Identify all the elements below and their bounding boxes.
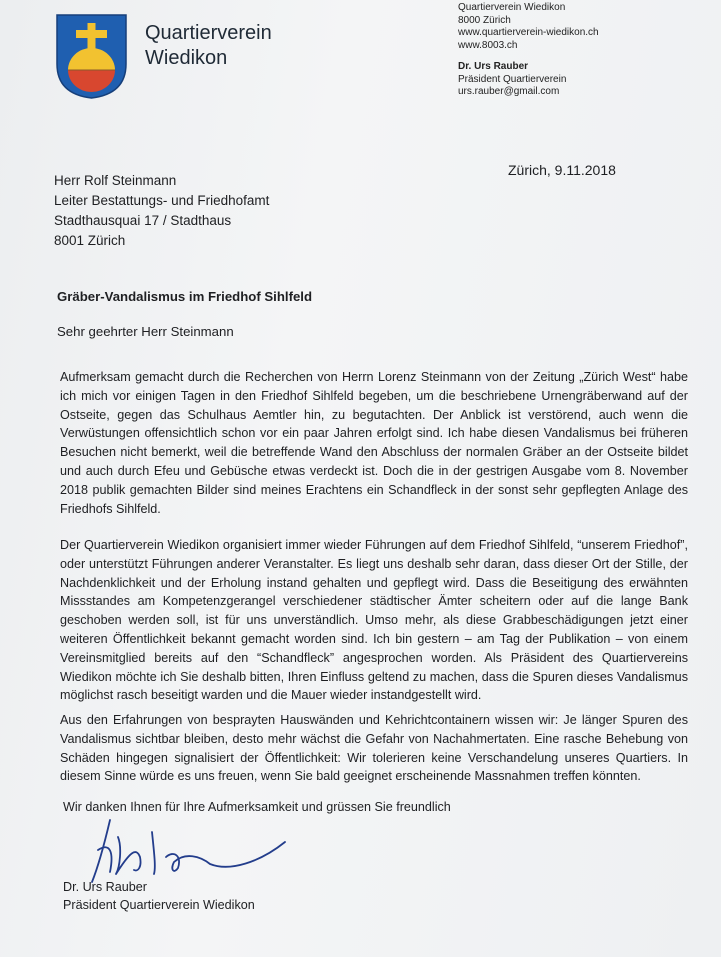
body-paragraph: Der Quartierverein Wiedikon organisiert immer wieder Führungen auf dem Friedhof Sihlfeld, “unserem Friedhof”, oder unterstützt Führungen anderer Veranstalter. Es liegt uns deshalb sehr daran, dass dieser Ort der Stille, der Nachdenklichkeit und der Erholung instand gehalten und gepflegt wird. Dass die Beseitigung des erwähnten Missstandes am Kompetenzgerangel verschiedener städtischer Ämter scheitern oder auf die lange Bank geschoben werden soll, ist für uns unverständlich. Umso mehr, als diese Grabbeschädigungen jetzt einer weiteren Öffentlichkeit bekannt gemacht worden sind. Ich bin gestern – am Tag der Publikation – von einem Vereinsmitglied bereits auf den “Schandfleck” angesprochen worden. Als Präsident des Quartiervereins Wiedikon möchte ich Sie deshalb bitten, Ihren Einfluss geltend zu machen, dass die Spuren dieses Vandalismus möglichst rasch beseitigt warden und die Mauer wieder instandgestellt wird. bbox=[60, 538, 688, 703]
letter-subject: Gräber-Vandalismus im Friedhof Sihlfeld bbox=[57, 289, 313, 304]
sender-info bbox=[458, 2, 599, 99]
sender-line: Quartierverein Wiedikon bbox=[458, 2, 566, 13]
salutation: Sehr geehrter Herr Steinmann bbox=[57, 324, 234, 339]
letter-date: Zürich, 9.11.2018 bbox=[508, 162, 616, 178]
recipient-line: Herr Rolf Steinmann bbox=[54, 173, 177, 188]
coat-of-arms-logo bbox=[54, 12, 129, 100]
contact-role: Präsident Quartierverein bbox=[458, 73, 567, 85]
signer-name: Dr. Urs Rauber bbox=[63, 880, 147, 894]
recipient-address bbox=[54, 171, 269, 251]
sender-line: www.8003.ch bbox=[458, 39, 518, 51]
contact-email: urs.rauber@gmail.com bbox=[458, 86, 560, 97]
recipient-line: Stadthausquai 17 / Stadthaus bbox=[54, 213, 232, 228]
recipient-line: Leiter Bestattungs- und Friedhofamt bbox=[54, 193, 270, 208]
body-paragraph: Aufmerksam gemacht durch die Recherchen von Herrn Lorenz Steinmann von der Zeitung „Zürich West“ habe ich mich vor einigen Tagen in den Friedhof Sihlfeld begeben, um die beschriebene Urnengräberwand auf der Ostseite, gegen das Schulhaus Aemtler hin, zu begutachten. Der Anblick ist verstörend, auch wenn die Verwüstungen offensichtlich schon vor ein paar Jahren erfolgt sind. Ich habe diesen Vandalismus bei früheren Besuchen nicht bemerkt, weil die betreffende Wand den Abschluss der normalen Gräber an der Ostseite bildet und auch durch Efeu und Gebüsche etwas verdeckt ist. Doch die in der gestrigen Ausgabe vom 8. November 2018 publik gemachten Bilder sind meines Erachtens ein Schandfleck in der sonst sehr gepflegten Anlage des Friedhofs Sihlfeld. bbox=[60, 370, 688, 516]
sender-line: 8000 Zürich bbox=[458, 14, 511, 26]
recipient-line: 8001 Zürich bbox=[54, 233, 126, 248]
org-line-1: Quartierverein bbox=[145, 22, 272, 44]
sender-line: www.quartierverein-wiedikon.ch bbox=[458, 27, 599, 38]
org-line-2: Wiedikon bbox=[145, 47, 228, 69]
organization-name bbox=[145, 21, 272, 71]
closing-line: Wir danken Ihnen für Ihre Aufmerksamkeit und grüssen Sie freundlich bbox=[63, 800, 451, 814]
signature-block bbox=[63, 878, 255, 914]
contact-name: Dr. Urs Rauber bbox=[458, 61, 529, 72]
handwritten-signature bbox=[70, 812, 290, 887]
signer-role: Präsident Quartierverein Wiedikon bbox=[63, 898, 255, 912]
body-paragraph: Aus den Erfahrungen von besprayten Hauswänden und Kehrichtcontainern wissen wir: Je länger Spuren des Vandalismus sichtbar bleiben, desto mehr wächst die Gefahr von Nachahmertaten. Eine rasche Behebung von Schäden hingegen signalisiert der Öffentlichkeit: Wir tolerieren keine Verschandelung unseres Quartiers. In diesem Sinne würde es uns freuen, wenn Sie bald geeignet erscheinende Massnahmen treffen könnten. bbox=[60, 713, 688, 784]
